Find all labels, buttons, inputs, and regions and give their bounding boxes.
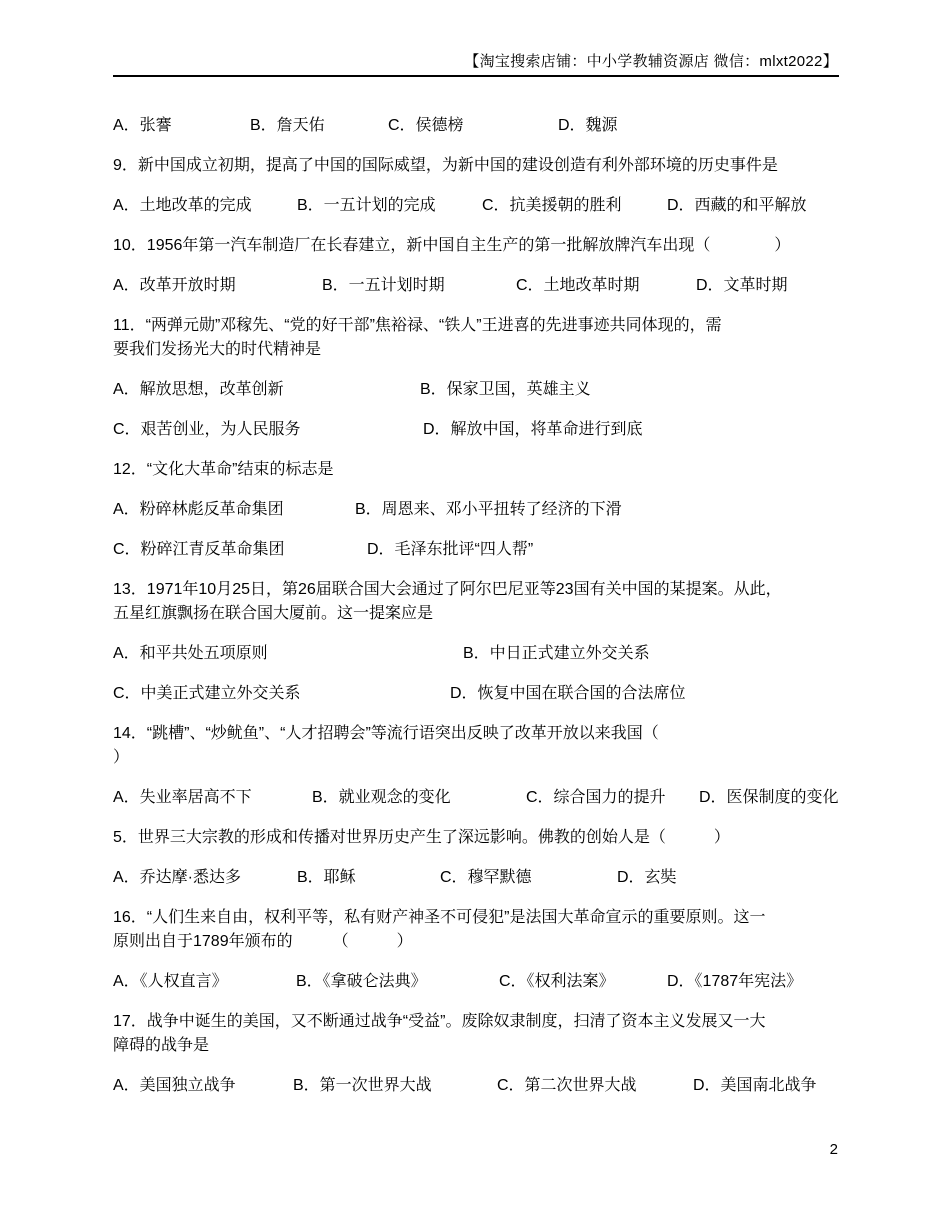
option-item: B．周恩来、邓小平扭转了经济的下滑 [355, 501, 622, 518]
option-item: B．《拿破仑法典》 [296, 973, 427, 990]
question-text: 原则出自于1789年颁布的 （ ） [113, 933, 413, 950]
option-item: C．中美正式建立外交关系 [113, 685, 301, 702]
option-item: C．抗美援朝的胜利 [482, 197, 622, 214]
option-item: D．玄奘 [617, 869, 677, 886]
option-item: C．《权利法案》 [499, 973, 615, 990]
option-row-q5 [113, 866, 903, 890]
question-13 [113, 578, 903, 626]
question-14 [113, 722, 903, 770]
question-text: 10．1956年第一汽车制造厂在长春建立，新中国自主生产的第一批解放牌汽车出现（ ） [113, 237, 791, 254]
option-row-q11-ab [113, 378, 903, 402]
option-item: B．保家卫国，英雄主义 [420, 381, 591, 398]
option-item: D．毛泽东批评“四人帮” [367, 541, 534, 558]
question-text: 要我们发扬光大的时代精神是 [113, 341, 322, 358]
option-item: D．恢复中国在联合国的合法席位 [450, 685, 686, 702]
option-item: B．中日正式建立外交关系 [463, 645, 650, 662]
option-item: D．魏源 [558, 117, 618, 134]
question-text: 12．“文化大革命”结束的标志是 [113, 461, 334, 478]
option-item: C．艰苦创业，为人民服务 [113, 421, 301, 438]
option-row-q13-ab [113, 642, 903, 666]
option-row-q9 [113, 194, 903, 218]
question-12 [113, 458, 903, 482]
question-text: ） [113, 749, 130, 766]
question-text: 17．战争中诞生的美国，又不断通过战争“受益”。废除奴隶制度，扫清了资本主义发展又一大 [113, 1013, 766, 1030]
option-item: C．第二次世界大战 [497, 1077, 637, 1094]
option-item: A．土地改革的完成 [113, 197, 252, 214]
option-row-q10 [113, 274, 903, 298]
option-row-q12-ab [113, 498, 903, 522]
option-item: B．耶稣 [297, 869, 356, 886]
option-item: B．就业观念的变化 [312, 789, 451, 806]
option-item: A．乔达摩·悉达多 [113, 869, 242, 886]
question-text: 13．1971年10月25日，第26届联合国大会通过了阿尔巴尼亚等23国有关中国的某提案。从此， [113, 581, 782, 598]
option-item: D．文革时期 [696, 277, 788, 294]
option-item: A．改革开放时期 [113, 277, 236, 294]
question-text: 五星红旗飘扬在联合国大厦前。这一提案应是 [113, 605, 434, 622]
option-item: B．一五计划时期 [322, 277, 445, 294]
header-divider-line [113, 75, 839, 77]
option-item: A．张謇 [113, 117, 172, 134]
question-text: 11．“两弹元勋”邓稼先、“党的好干部”焦裕禄、“铁人”王进喜的先进事迹共同体现的，需 [113, 317, 722, 334]
exam-content [113, 114, 903, 1114]
option-item: B．第一次世界大战 [293, 1077, 432, 1094]
question-5 [113, 826, 903, 850]
question-9 [113, 154, 903, 178]
question-11 [113, 314, 903, 362]
option-item: A．粉碎林彪反革命集团 [113, 501, 284, 518]
question-text: 9．新中国成立初期，提高了中国的国际威望，为新中国的建设创造有利外部环境的历史事件是 [113, 157, 778, 174]
option-row-q11-cd [113, 418, 903, 442]
header-watermark: 【淘宝搜索店铺：中小学教辅资源店 微信：mlxt2022】 [464, 53, 838, 70]
question-16 [113, 906, 903, 954]
option-item: D．《1787年宪法》 [667, 973, 803, 990]
question-text: 5．世界三大宗教的形成和传播对世界历史产生了深远影响。佛教的创始人是（ ） [113, 829, 730, 846]
option-item: C．侯德榜 [388, 117, 464, 134]
option-item: C．土地改革时期 [516, 277, 640, 294]
option-row-q8 [113, 114, 903, 138]
option-item: A．解放思想，改革创新 [113, 381, 284, 398]
option-item: A．和平共处五项原则 [113, 645, 268, 662]
option-item: D．美国南北战争 [693, 1077, 817, 1094]
question-text: 16．“人们生来自由，权利平等，私有财产神圣不可侵犯”是法国大革命宣示的重要原则。这一 [113, 909, 766, 926]
question-10 [113, 234, 903, 258]
question-text: 14．“跳槽”、“炒鱿鱼”、“人才招聘会”等流行语突出反映了改革开放以来我国（ [113, 725, 659, 742]
option-row-q16 [113, 970, 903, 994]
option-item: D．解放中国，将革命进行到底 [423, 421, 643, 438]
option-row-q12-cd [113, 538, 903, 562]
question-17 [113, 1010, 903, 1058]
option-item: C．粉碎江青反革命集团 [113, 541, 285, 558]
option-item: B．詹天佑 [250, 117, 325, 134]
option-item: D．医保制度的变化 [699, 789, 839, 806]
page-number: 2 [829, 1141, 838, 1158]
option-row-q14 [113, 786, 903, 810]
question-text: 障碍的战争是 [113, 1037, 210, 1054]
option-item: C．穆罕默德 [440, 869, 532, 886]
option-row-q17 [113, 1074, 903, 1098]
option-item: B．一五计划的完成 [297, 197, 436, 214]
option-item: A．失业率居高不下 [113, 789, 252, 806]
option-item: A．美国独立战争 [113, 1077, 236, 1094]
option-row-q13-cd [113, 682, 903, 706]
option-item: A．《人权直言》 [113, 973, 228, 990]
option-item: D．西藏的和平解放 [667, 197, 807, 214]
option-item: C．综合国力的提升 [526, 789, 666, 806]
